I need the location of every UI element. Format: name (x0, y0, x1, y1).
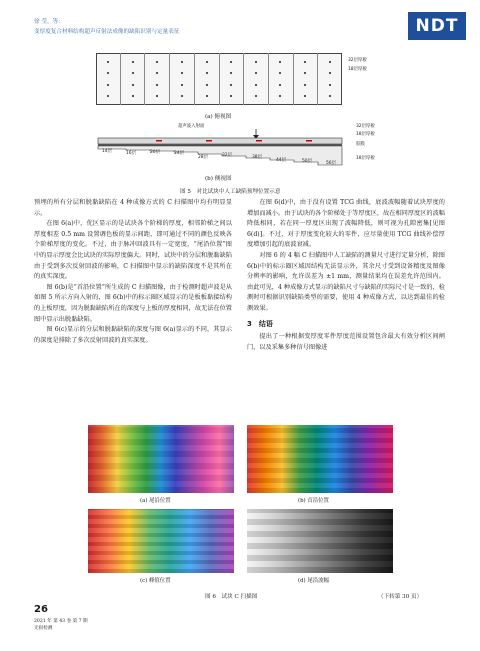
side-label-18: 18层厚板 (356, 132, 375, 137)
right-para-2: 对图 6 的 4 幅 C 扫描图中人工缺陷的测量尺寸进行定量分析，除图 6(b)中的标示圈区域因结构无法显示外，其余尺寸受到设备精度及图像分辨率的影响，允许误差为 ±1 mm，测量结果均在误差允许范围内。由此可见，4 种成像方式显示的缺陷尺寸与缺陷的实际尺寸是一致的，检测时可根据识别缺陷类型的需要，使用 4 种成像方式，以达到最佳的检测效果。 (247, 251, 445, 312)
right-column (247, 198, 445, 353)
left-para-1: 预埋的所有分层和脱黏缺陷在 4 种成像方式的 C 扫描图中均有明显显示。 (34, 199, 232, 217)
label-18-plate: 18层厚板 (348, 67, 367, 72)
left-para-2: 在图 6(a)中，优区显示的是试块各个阶梯的厚度，相邻阶梯之间以厚度相差 0.5 mm 设置调色板的显示间距，即可通过不同的颜色反映各个阶梯厚度的变化。不过，由于脉冲回波具有一定宽度，“尾沿位置”图中的显示厚度会比试块的实际厚度偏大。同时，试块中的分层和脱黏缺陷由于受到多次反射回波的影响，C 扫描图中显示的缺陷深度不是其所在的真实深度。 (34, 220, 232, 281)
left-para-4: 图 6(c)显示的分层和脱黏缺陷的深度与图 6(a)显示的不同，其显示的深度是排除了多次反射回波的真实深度。 (34, 326, 232, 344)
page-number: 26 (34, 604, 48, 615)
figure5-top-view (96, 53, 342, 105)
continued-note: （下转第 30 页） (378, 594, 423, 600)
figure6-panel-b: (b) 首沿位置 (298, 498, 329, 504)
layer-14: 14层 (102, 149, 112, 154)
cscan-c-image (88, 509, 234, 573)
figure5-side-view (96, 124, 352, 172)
layer-38: 38层 (252, 155, 262, 160)
section3-text: 提出了一种根据变厚度零件厚度范围设置包含最大有效分析区间闸门，以及采集多种信号图像进 (247, 333, 445, 351)
right-para-1: 在图 6(d)中，由于没有设置 TCG 曲线，底波波幅随着试块厚度的增加而减小。由于试块的各个阶梯处于等厚度区，故在相同厚度区的波幅降低相同，若在同一厚度区出现了波幅降低，则可视为孔隙密集[见图 6(d)]。不过，对于厚度变化较大的零件，应尽量使用 TCG 曲线补偿厚度增加引起的底波衰减。 (247, 199, 445, 249)
footer-issue: 2021 年 第 43 卷 第 7 期 (34, 619, 88, 624)
side-label-18b: 18层厚板 (356, 156, 375, 161)
label-32-plate: 32层厚板 (348, 58, 367, 63)
layer-16: 16层 (126, 151, 136, 156)
left-para-3: 图 6(b)是“首沿位置”所生成的 C 扫描图像，由于检测时超声波是从如图 5 所示方向入射的，图 6(b)中的标示圈区域显示的是板板黏接结构的上板厚度，因为脱黏缺陷所在的深度与上板的厚度相同，故无法在位置图中显示出脱黏缺陷。 (34, 283, 232, 323)
left-column (34, 198, 232, 346)
figure6-caption: 图 6 试块 C 扫描图 (205, 594, 258, 600)
side-label-film: 胶膜 (356, 142, 365, 147)
journal-logo: NDT (408, 12, 466, 40)
figure5-panel-b-caption: (b) 侧视图 (205, 176, 232, 182)
figure6-panel-c: (c) 峰值位置 (140, 578, 171, 584)
layer-28: 28层 (198, 155, 208, 160)
layer-50: 50层 (302, 159, 312, 164)
figure5-caption: 图 5 对比试块中人工缺陷预埋位置示意 (180, 189, 281, 195)
layer-24: 24层 (174, 151, 184, 156)
footer-journal: 无损检测 (34, 626, 53, 631)
figure6-panel-d: (d) 尾沿波幅 (298, 578, 329, 584)
layer-20: 20层 (150, 150, 160, 155)
header-authors: 徐 莹，等： (34, 19, 64, 25)
header-title: 变厚度复合材料结构超声反射法成像的缺陷识别与定量表征 (34, 29, 180, 35)
layer-44: 44层 (276, 158, 286, 163)
cscan-b-image (247, 425, 393, 493)
layer-32: 32层 (222, 153, 232, 158)
figure6-panel-a: (a) 尾沿位置 (140, 498, 171, 504)
section3-heading: 3 结语 (247, 319, 273, 328)
figure5-panel-a-caption: (a) 俯视图 (205, 114, 232, 120)
side-label-32: 32层厚板 (356, 124, 375, 129)
incident-face-label: 超声波入射面 (178, 124, 205, 129)
cscan-a-image (88, 425, 234, 493)
layer-56: 56层 (326, 161, 336, 166)
cscan-d-image (247, 509, 393, 573)
